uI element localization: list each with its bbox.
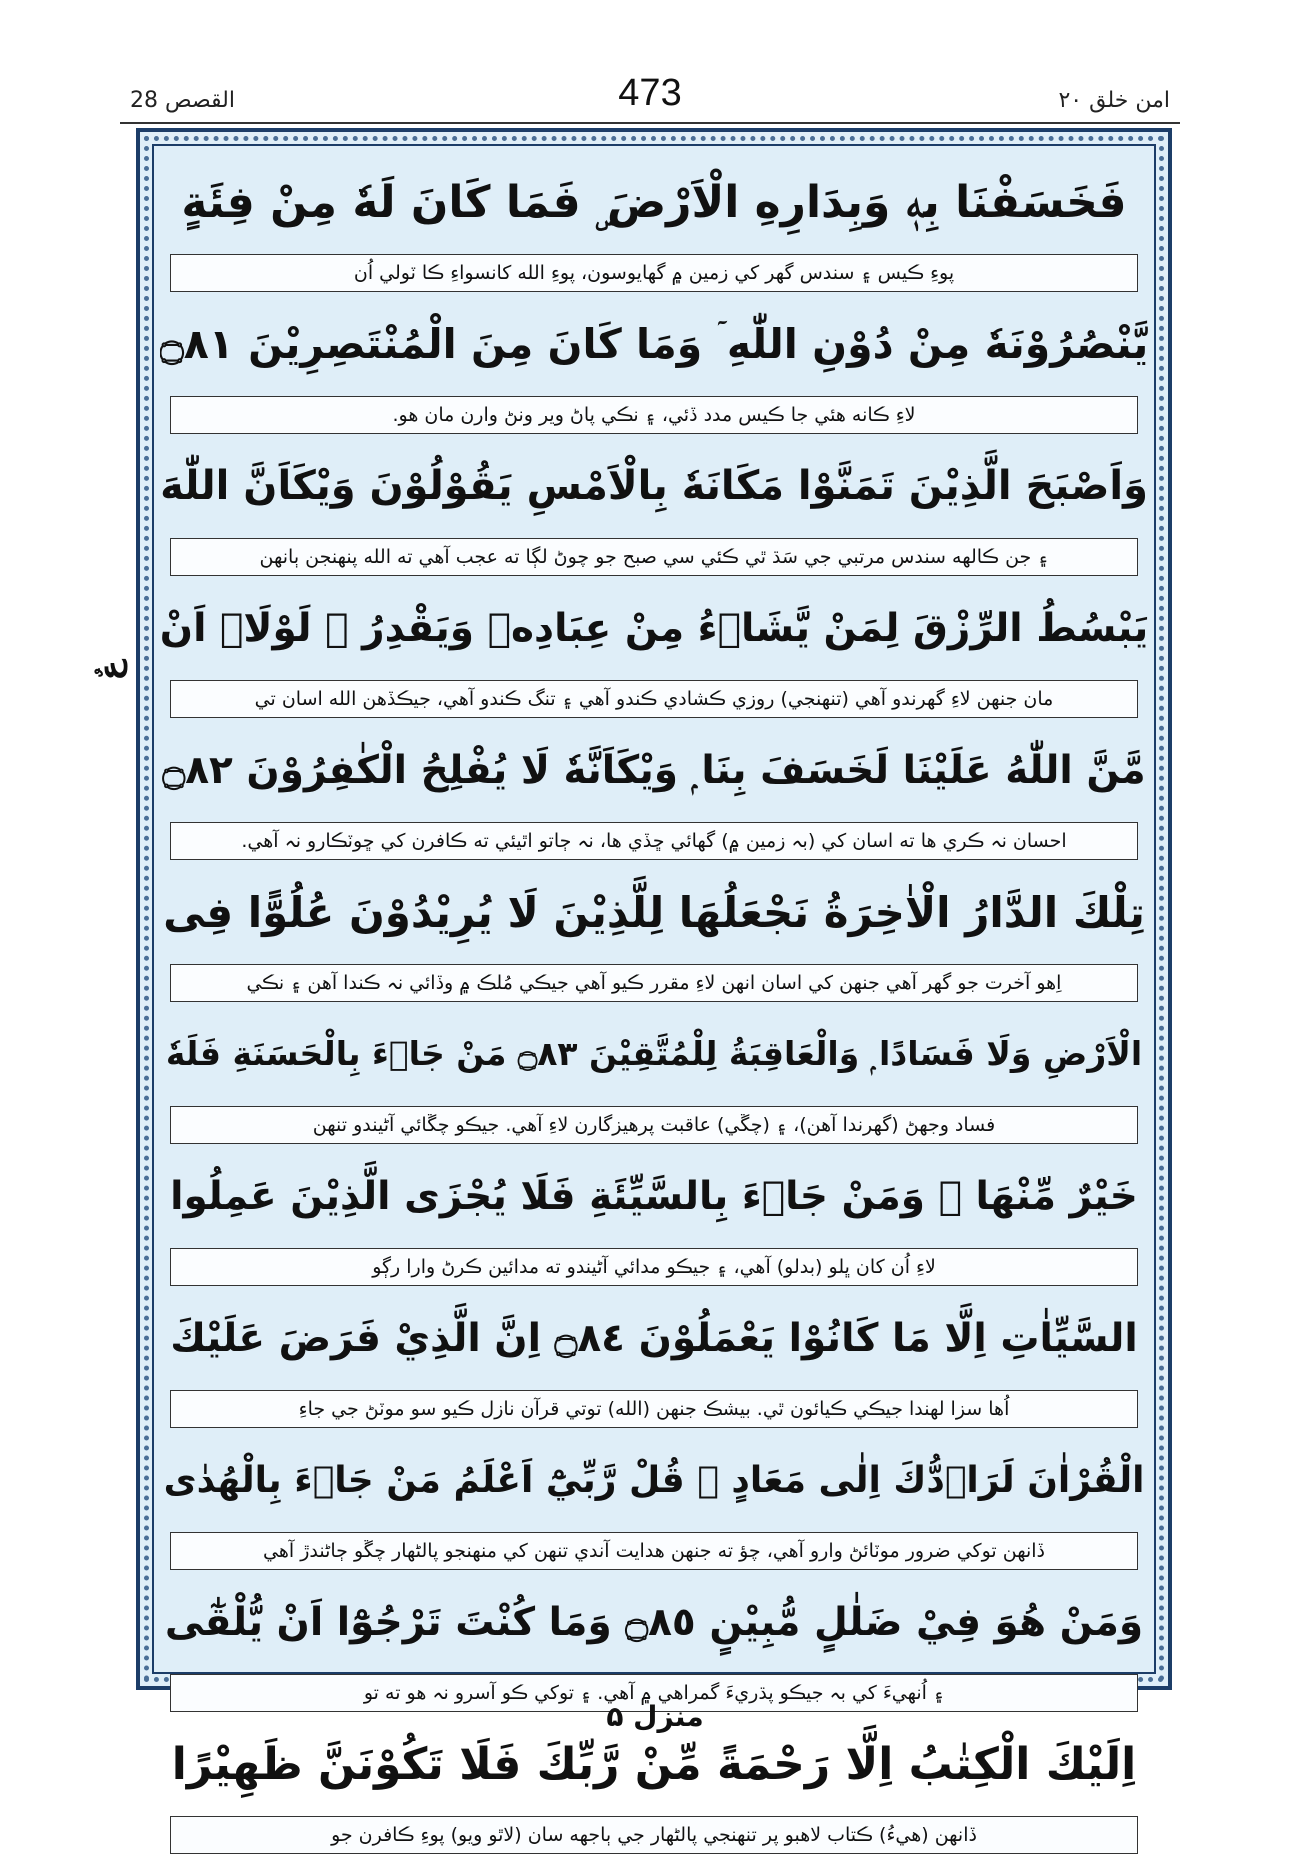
arabic-line-12: اِلَيْكَ الْكِتٰبُ اِلَّا رَحْمَةً مِّنْ رَّبِّكَ فَلَا تَكُوْنَنَّ ظَهِيْرًا xyxy=(171,1738,1137,1790)
page-header xyxy=(120,72,1180,120)
arabic-line-11: وَمَنْ هُوَ فِيْ ضَلٰلٍ مُّبِيْنٍ ۝٨٥ وَمَا كُنْتَ تَرْجُوْٓا اَنْ يُّلْقٰٓى xyxy=(164,1599,1144,1645)
arabic-line-3: وَاَصْبَحَ الَّذِيْنَ تَمَنَّوْا مَكَانَهٗ بِالْاَمْسِ يَقُوْلُوْنَ وَيْكَاَنَّ اللّٰهَ xyxy=(160,463,1148,509)
arabic-line-8: خَيْرٌ مِّنْهَا ۚ وَمَنْ جَاۤءَ بِالسَّيِّئَةِ فَلَا يُجْزَى الَّذِيْنَ عَمِلُوا xyxy=(170,1173,1138,1219)
translation-line-5: احسان نہ ڪري ها ته اسان کي (بہ زمين ۾) گهائي ڇڏي ها، نہ ڄاتو اٿيئي ته ڪافرن کي ڇوٽڪارو نہ آهي. xyxy=(170,822,1138,860)
translation-line-10: ڏانهن توکي ضرور موٽائڻ وارو آهي، چؤ ته جنهن هدايت آندي تنهن کي منهنجو پالڻهار چڱو ڄاڻندڙ آهي xyxy=(170,1532,1138,1570)
ruku-mark: عٌ xyxy=(93,660,128,681)
arabic-line-1: فَخَسَفْنَا بِهٖ وَبِدَارِهِ الْاَرْضَ ۣ فَمَا كَانَ لَهٗ مِنْ فِئَةٍ xyxy=(181,176,1127,228)
translation-line-2: لاءِ ڪانه هئي جا ڪيس مدد ڏئي، ۽ نڪي پاڻ وير ونڻ وارن مان هو. xyxy=(170,396,1138,434)
translation-line-1: پوءِ ڪيس ۽ سندس گهر کي زمين ۾ گهايوسون، پوءِ الله کانسواءِ ڪا ٽولي اُن xyxy=(170,254,1138,292)
page-number: 473 xyxy=(618,72,682,114)
arabic-line-9: السَّيِّاٰتِ اِلَّا مَا كَانُوْا يَعْمَلُوْنَ ۝٨٤ اِنَّ الَّذِيْ فَرَضَ عَلَيْكَ xyxy=(170,1315,1138,1361)
arabic-line-7: الْاَرْضِ وَلَا فَسَادًا ۭ وَالْعَاقِبَةُ لِلْمُتَّقِيْنَ ۝٨٣ مَنْ جَاۤءَ بِالْحَسَنَةِ فَلَهٗ xyxy=(165,1034,1143,1073)
juz-label: امن خلق ۲۰ xyxy=(1058,88,1170,113)
manzil-footer: منزل ۵ xyxy=(606,1700,704,1733)
translation-line-6: اِهو آخرت جو گهر آهي جنهن کي اسان انهن لاءِ مقرر ڪيو آهي جيڪي مُلڪ ۾ وڏائي نہ ڪندا آهن ۽ نڪي xyxy=(170,964,1138,1002)
arabic-line-6: تِلْكَ الدَّارُ الْاٰخِرَةُ نَجْعَلُهَا لِلَّذِيْنَ لَا يُرِيْدُوْنَ عُلُوًّا فِى xyxy=(163,887,1145,937)
arabic-line-10: الْقُرْاٰنَ لَرَاۤدُّكَ اِلٰى مَعَادٍ ۭ قُلْ رَّبِّيْٓ اَعْلَمُ مَنْ جَاۤءَ بِالْهُدٰى xyxy=(163,1459,1145,1501)
arabic-line-2: يَّنْصُرُوْنَهٗ مِنْ دُوْنِ اللّٰهِ ۤ وَمَا كَانَ مِنَ الْمُنْتَصِرِيْنَ ۝٨١ xyxy=(160,319,1148,368)
arabic-line-4: يَبْسُطُ الرِّزْقَ لِمَنْ يَّشَاۤءُ مِنْ عِبَادِهٖ وَيَقْدِرُ ۚ لَوْلَاۤ اَنْ xyxy=(160,605,1148,651)
translation-line-9: اُها سزا لهندا جيڪي ڪيائون ٿي. بيشڪ جنهن (الله) توتي قرآن نازل ڪيو سو موٽڻ جي جاءِ xyxy=(170,1390,1138,1428)
arabic-line-5: مَّنَّ اللّٰهُ عَلَيْنَا لَخَسَفَ بِنَا ۭ وَيْكَاَنَّهٗ لَا يُفْلِحُ الْكٰفِرُوْنَ ۝٨٢ xyxy=(162,747,1146,793)
surah-label: القصص 28 xyxy=(130,88,235,113)
header-rule xyxy=(120,122,1180,124)
translation-line-4: مان جنهن لاءِ گهرندو آهي (تنهنجي) روزي ڪشادي ڪندو آهي ۽ تنگ ڪندو آهي، جيڪڏهن الله اسان تي xyxy=(170,680,1138,718)
translation-line-3: ۽ جن ڪالهه سندس مرتبي جي سَڌ ٿي ڪئي سي صبح جو چوڻ لڳا ته عجب آهي ته الله پنهنجن ٻانهن xyxy=(170,538,1138,576)
translation-line-12: ڏانهن (هيءُ) ڪتاب لاهبو پر تنهنجي پالڻهار جي ٻاجهه سان (لاٿو ويو) پوءِ ڪافرن جو xyxy=(170,1816,1138,1854)
translation-line-8: لاءِ اُن کان ڀلو (بدلو) آهي، ۽ جيڪو مدائي آڻيندو ته مدائين ڪرڻ وارا رڳو xyxy=(170,1248,1138,1286)
translation-line-7: فساد وجهڻ (گهرندا آهن)، ۽ (چڱي) عاقبت پرهيزگارن لاءِ آهي. جيڪو چڱائي آڻيندو تنهن xyxy=(170,1106,1138,1144)
translation-line-11: ۽ اُنهيءَ کي بہ جيڪو پڌريءَ گمراهي ۾ آهي. ۽ توکي ڪو آسرو نہ هو ته تو xyxy=(170,1674,1138,1712)
